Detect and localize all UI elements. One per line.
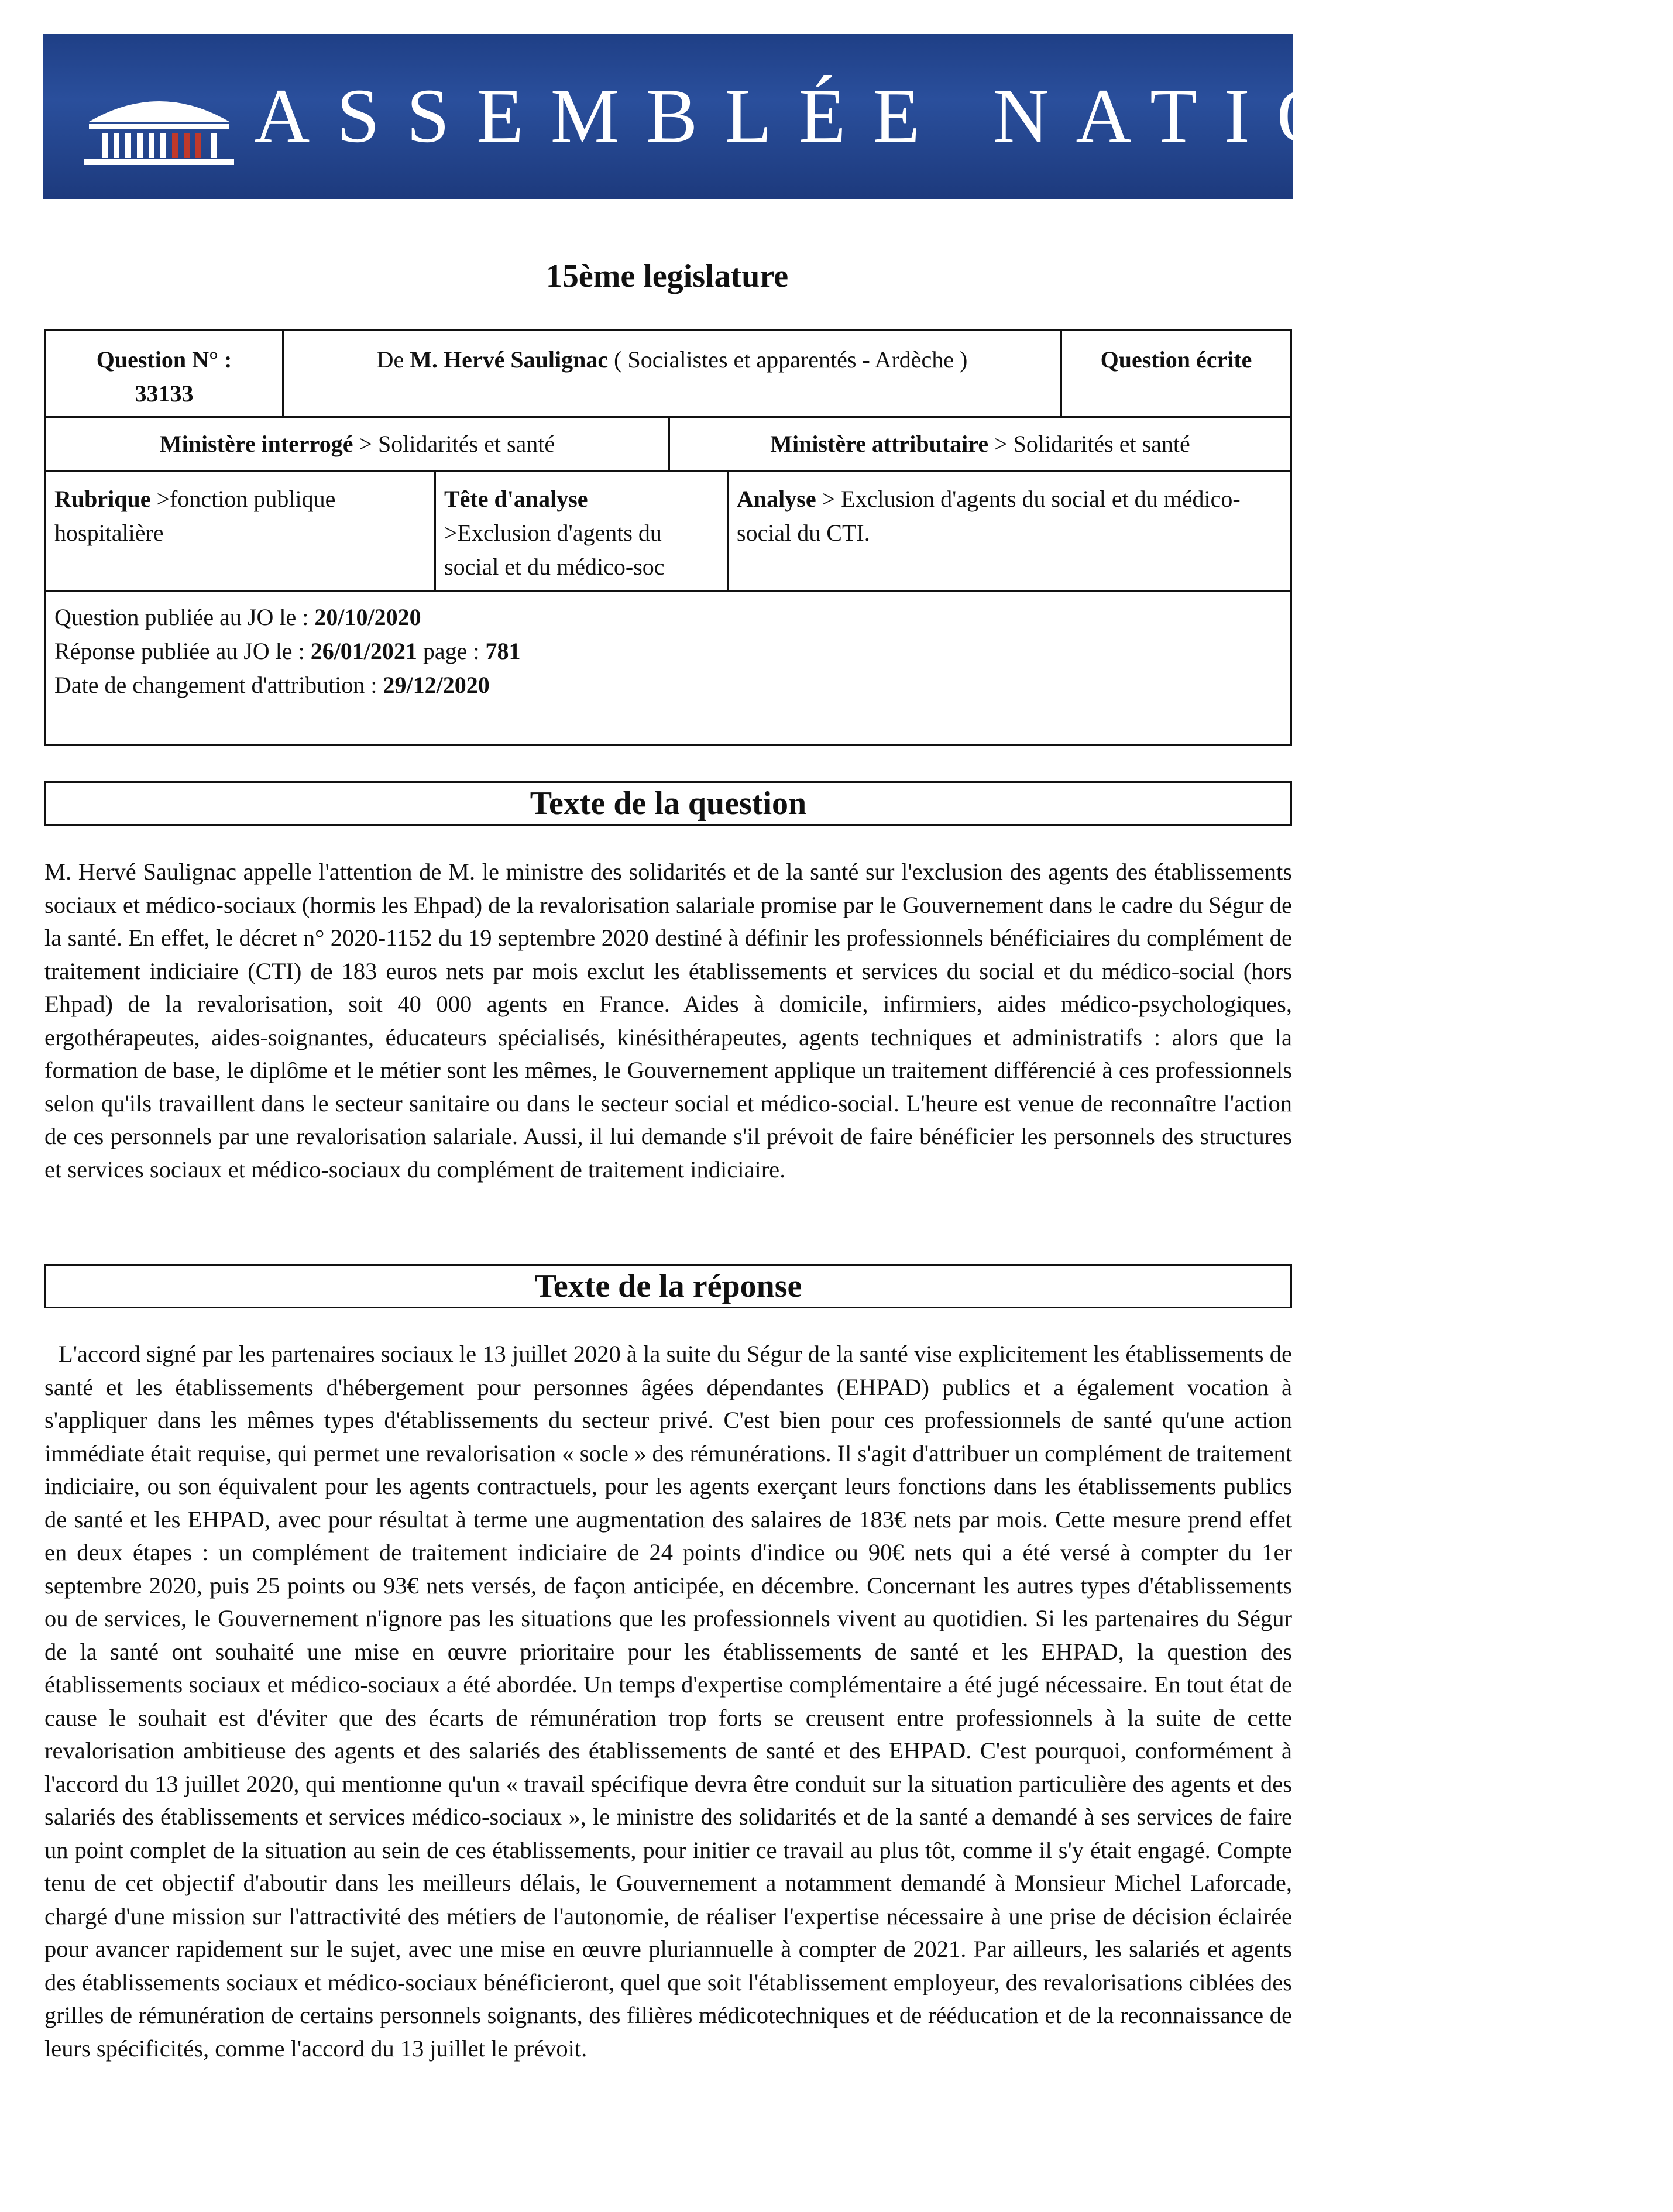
- publication-line: [54, 600, 1283, 634]
- table-divider: [727, 471, 729, 591]
- table-divider: [46, 590, 1290, 592]
- ministere-attributaire-value: > Solidarités et santé: [994, 431, 1190, 457]
- rubrique-value: >fonction publique hospitalière: [54, 486, 336, 546]
- attribution-line: [54, 668, 1283, 702]
- response-date: 26/01/2021: [310, 638, 417, 664]
- banner-title: ASSEMBLÉE NATIONALE: [254, 73, 1673, 159]
- attribution-label: Date de changement d'attribution :: [54, 672, 377, 698]
- tete-analyse-value: >Exclusion d'agents du social et du médico-soc: [444, 520, 665, 580]
- author-group: ( Socialistes et apparentés - Ardèche ): [614, 346, 968, 373]
- hemicycle-logo-icon: [84, 81, 234, 169]
- author-name: M. Hervé Saulignac: [410, 346, 609, 373]
- author-cell: [284, 343, 1060, 377]
- ministere-interroge-value: > Solidarités et santé: [359, 431, 555, 457]
- rubrique-cell: [54, 482, 429, 550]
- question-info-table: [44, 329, 1292, 746]
- analyse-value: > Exclusion d'agents du social et du médico-social du CTI.: [737, 486, 1241, 546]
- response-text: L'accord signé par les partenaires sociaux le 13 juillet 2020 à la suite du Ségur de la santé vise explicitement les établissements de santé et les établissements d'hébergement pour personnes âgées dépendantes (EHPAD) publics et a également vocation à s'appliquer dans les mêmes types d'établissements du secteur privé. C'est bien pour ces professionnels de santé qu'une action immédiate était requise, qui permet une revalorisation « socle » des rémunérations. Il s'agit d'attribuer un complément de traitement indiciaire, ou son équivalent pour les agents contractuels, pour les agents exerçant leurs fonctions dans les établissements publics de santé et les EHPAD, avec pour résultat à terme une augmentation des salaires de 183€ nets par mois. Cette mesure prend effet en deux étapes : un complément de traitement indiciaire de 24 points d'indice ou 90€ nets qui a été versé à compter du 1er septembre 2020, puis 25 points ou 93€ nets versés, de façon anticipée, en décembre. Concernant les autres types d'établissements ou de services, le Gouvernement n'ignore pas les situations que les professionnels vivent au quotidien. Si les partenaires du Ségur de la santé ont souhaité une mise en œuvre prioritaire pour les établissements de santé et les EHPAD, la question des établissements sociaux et médico-sociaux a été abordée. Un temps d'expertise complémentaire a été jugé nécessaire. En tout état de cause le souhait est d'éviter que des écarts de rémunération trop forts se creusent entre professionnels à la suite de cette revalorisation ambitieuse des agents et des salariés des établissements de santé et des EHPAD. C'est pourquoi, conformément à l'accord du 13 juillet 2020, qui mentionne qu'un « travail spécifique devra être conduit sur la situation particulière des agents et des salariés des établissements et services médico-sociaux », le ministre des solidarités et de la santé a demandé à ses services de faire un point complet de la situation au sein de ces établissements, pour initier ce travail au plus tôt, comme il s'y était engagé. Compte tenu de cet objectif d'aboutir dans les meilleurs délais, le Gouvernement a notamment demandé à Monsieur Michel Laforcade, chargé d'une mission sur l'attractivité des métiers de l'autonomie, de réaliser l'expertise nécessaire à une prise de décision éclairée pour avancer rapidement sur le sujet, avec une mise en œuvre pluriannuelle à compter de 2021. Par ailleurs, les salariés et agents des établissements sociaux et médico-sociaux bénéficieront, quel que soit l'établissement employeur, des revalorisations ciblées des grilles de rémunération de certains personnels soignants, des filières médicotechniques et de rééducation et de la reconnaissance de leurs spécificités, comme l'accord du 13 juillet le prévoit.: [44, 1341, 1292, 2062]
- ministere-attributaire-cell: [670, 427, 1290, 461]
- tete-analyse-label: Tête d'analyse: [444, 486, 588, 512]
- page-value: 781: [485, 638, 521, 664]
- response-label: Réponse publiée au JO le :: [54, 638, 305, 664]
- question-number-cell: [46, 343, 282, 411]
- response-line: [54, 634, 1283, 668]
- author-prefix: De: [376, 346, 404, 373]
- table-divider: [434, 471, 436, 591]
- analyse-cell: [737, 482, 1281, 550]
- assemblee-nationale-banner: [43, 34, 1673, 199]
- rubrique-label: Rubrique: [54, 486, 151, 512]
- question-number-value: 33133: [135, 380, 194, 407]
- legislature-title: 15ème legislature: [545, 258, 789, 294]
- publication-label: Question publiée au JO le :: [54, 604, 309, 630]
- analyse-label: Analyse: [737, 486, 816, 512]
- question-type: Question écrite: [1100, 346, 1252, 373]
- response-section-title: Texte de la réponse: [44, 1264, 1292, 1308]
- attribution-date: 29/12/2020: [383, 672, 490, 698]
- question-text: M. Hervé Saulignac appelle l'attention de M. le ministre des solidarités et de la santé sur l'exclusion des agents des établissements sociaux et médico-sociaux (hormis les Ehpad) de la revalorisation salariale promise par le Gouvernement dans le cadre du Ségur de la santé. En effet, le décret n° 2020-1152 du 19 septembre 2020 destiné à définir les professionnels bénéficiaires du complément de traitement indiciaire (CTI) de 183 euros nets par mois exclut les établissements et services du social et du médico-social (hors Ehpad) de la revalorisation, soit 40 000 agents en France. Aides à domicile, infirmiers, aides médico-psychologiques, ergothérapeutes, aides-soignantes, éducateurs spécialisés, kinésithérapeutes, agents techniques et administratifs : alors que la formation de base, le diplôme et le métier sont les mêmes, le Gouvernement applique un traitement différencié à ces professionnels selon qu'ils travaillent dans le secteur sanitaire ou dans le secteur social et médico-social. L'heure est venue de reconnaître l'action de ces personnels par une revalorisation salariale. Aussi, il lui demande s'il prévoit de faire bénéficier les personnels des structures et services sociaux et médico-sociaux du complément de traitement indiciaire.: [44, 858, 1292, 1183]
- question-section-title: Texte de la question: [44, 781, 1292, 826]
- question-number-label: Question N° :: [96, 346, 232, 373]
- ministere-interroge-cell: [46, 427, 668, 461]
- page-label: page :: [422, 638, 480, 664]
- publication-dates-cell: [54, 600, 1283, 702]
- tete-analyse-cell: [444, 482, 719, 584]
- ministere-interroge-label: Ministère interrogé: [159, 431, 353, 457]
- ministere-attributaire-label: Ministère attributaire: [770, 431, 989, 457]
- publication-date: 20/10/2020: [314, 604, 421, 630]
